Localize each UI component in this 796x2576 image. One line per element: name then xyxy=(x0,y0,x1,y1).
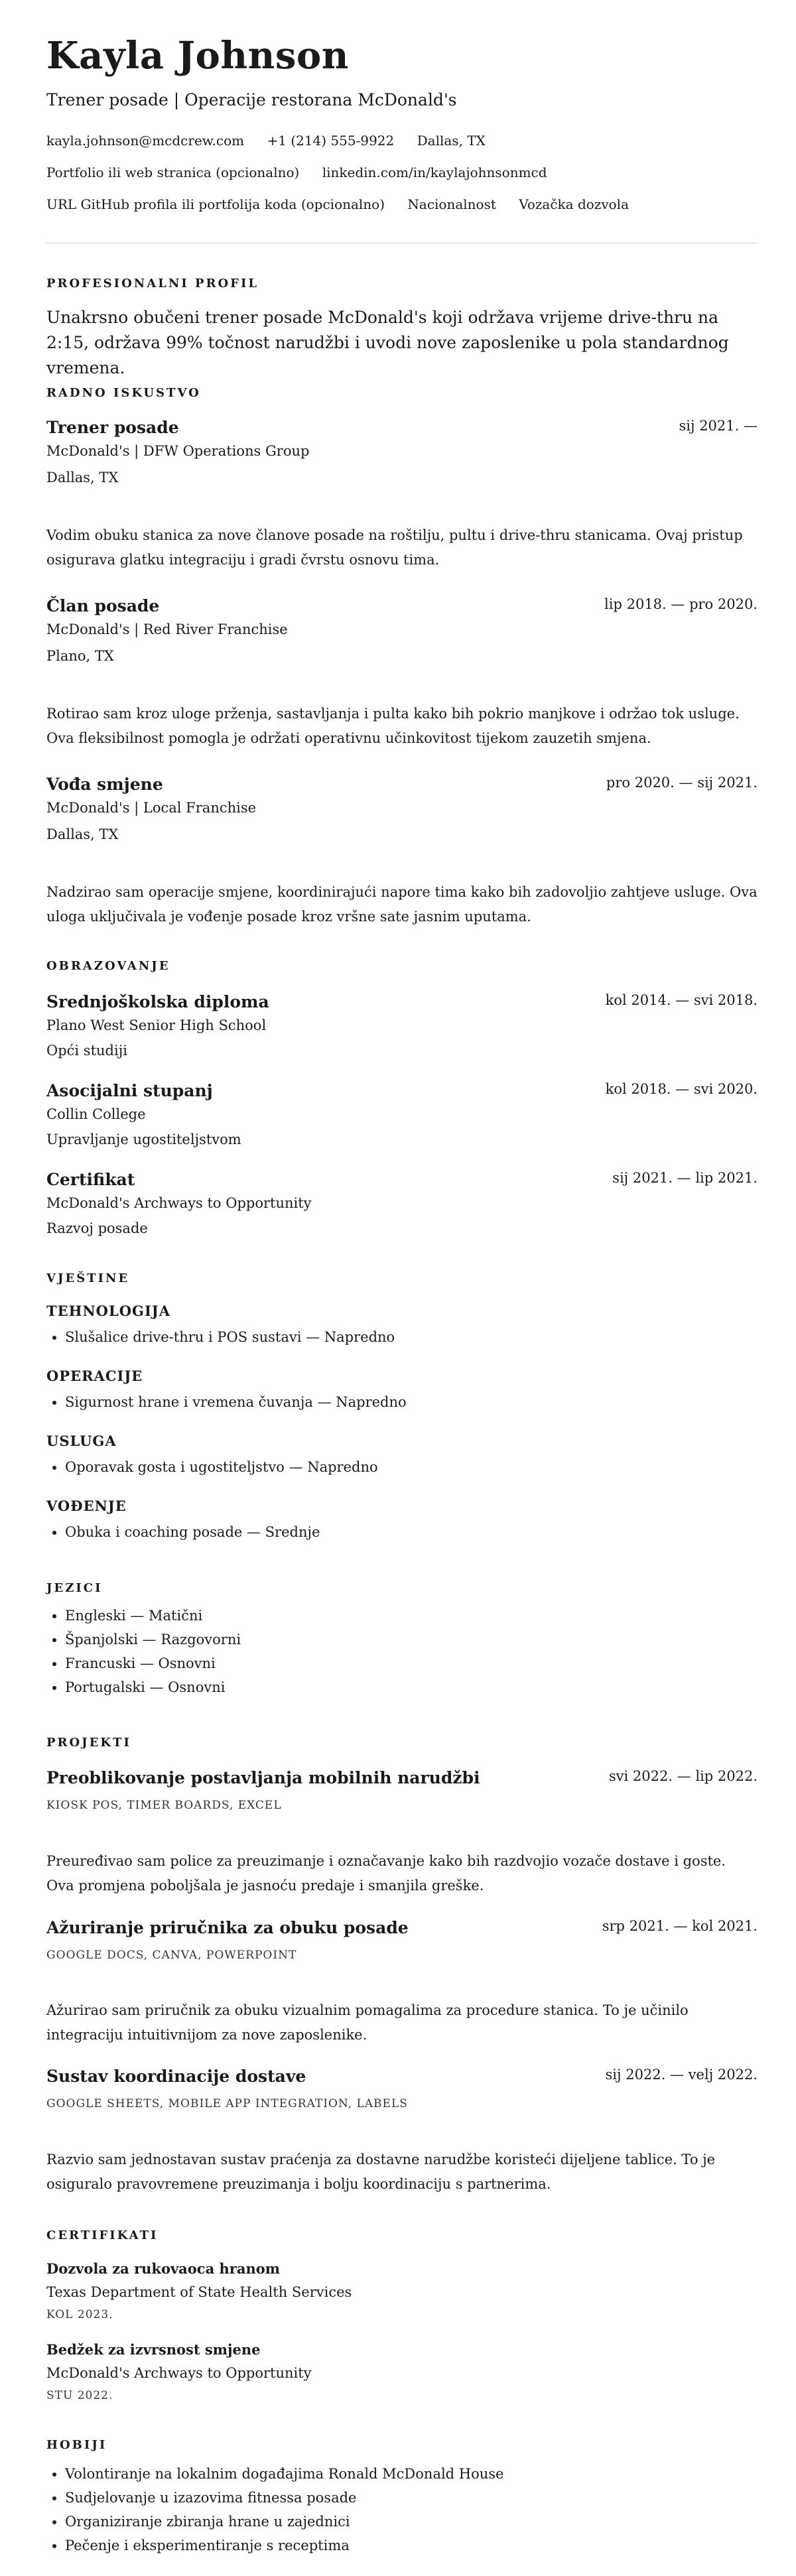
education-field: Opći studiji xyxy=(46,1043,127,1059)
candidate-name: Kayla Johnson xyxy=(46,34,349,78)
experience-heading: RADNO ISKUSTVO xyxy=(46,386,201,400)
contact-portfolio[interactable]: Portfolio ili web stranica (opcionalno) xyxy=(46,164,300,180)
project-tech: KIOSK POS, TIMER BOARDS, EXCEL xyxy=(46,1799,282,1812)
contact-linkedin[interactable]: linkedin.com/in/kaylajohnsonmcd xyxy=(322,164,547,180)
education-school: McDonald's Archways to Opportunity xyxy=(46,1195,312,1211)
certificate-org: McDonald's Archways to Opportunity xyxy=(46,2365,312,2381)
hobby-item: • Sudjelovanje u izazovima fitnessa posade xyxy=(65,2486,758,2510)
experience-location: Plano, TX xyxy=(46,648,114,664)
contact-location: Dallas, TX xyxy=(417,133,486,149)
candidate-subtitle: Trener posade | Operacije restorana McDonald's xyxy=(46,90,457,109)
experience-description: Vodim obuku stanica za nove članove posade na roštilju, pultu i drive-thru stanicama. Ovaj pristup osigurava glatku integraciju i gradi čvrstu osnovu tima. xyxy=(46,527,743,568)
language-item: • Španjolski — Razgovorni xyxy=(65,1628,758,1651)
profile-heading: PROFESIONALNI PROFIL xyxy=(46,277,259,290)
skill-category: OPERACIJE xyxy=(46,1368,143,1384)
experience-org: McDonald's | Red River Franchise xyxy=(46,621,288,637)
language-item: • Portugalski — Osnovni xyxy=(65,1675,758,1699)
project-description: Ažurirao sam priručnik za obuku vizualnim pomagalima za procedure stanica. To je učinilo integraciju intuitivnijom za nove zaposlenike. xyxy=(46,2002,689,2043)
experience-title: Vođa smjene xyxy=(46,775,163,794)
experience-description: Nadzirao sam operacije smjene, koordinirajući napore tima kako bih zadovoljio zahtjeve usluge. Ova uloga uključivala je vođenje posade kroz vršne sate jasnim uputama. xyxy=(46,884,758,925)
languages-heading: JEZICI xyxy=(46,1581,103,1595)
experience-location: Dallas, TX xyxy=(46,470,119,485)
contact-email[interactable]: kayla.johnson@mcdcrew.com xyxy=(46,133,245,149)
project-title: Ažuriranje priručnika za obuku posade xyxy=(46,1918,409,1937)
contact-row-1 xyxy=(46,133,504,149)
contact-row-3 xyxy=(46,196,647,212)
project-date: srp 2021. — kol 2021. xyxy=(602,1918,758,1934)
project-date: svi 2022. — lip 2022. xyxy=(608,1768,758,1784)
experience-date: sij 2021. — xyxy=(679,418,758,434)
experience-title: Trener posade xyxy=(46,418,179,437)
education-date: kol 2018. — svi 2020. xyxy=(605,1081,758,1097)
project-description: Razvio sam jednostavan sustav praćenja za dostavne narudžbe koristeći dijeljene tablice. To je osiguralo pravovremene preuzimanja i bolju koordinaciju s partnerima. xyxy=(46,2152,716,2192)
education-date: kol 2014. — svi 2018. xyxy=(605,992,758,1008)
skill-category: USLUGA xyxy=(46,1433,117,1449)
certificate-org: Texas Department of State Health Services xyxy=(46,2284,352,2300)
projects-heading: PROJEKTI xyxy=(46,1736,131,1750)
skill-item: • Slušalice drive-thru i POS sustavi — Napredno xyxy=(65,1325,758,1349)
contact-nationality: Nacionalnost xyxy=(407,196,496,212)
certificate-date: KOL 2023. xyxy=(46,2308,113,2321)
experience-description: Rotirao sam kroz uloge prženja, sastavljanja i pulta kako bih pokrio manjkove i održao tok usluge. Ova fleksibilnost pomogla je održati operativnu učinkovitost tijekom zauzetih smjena. xyxy=(46,706,740,746)
project-title: Preoblikovanje postavljanja mobilnih narudžbi xyxy=(46,1768,480,1787)
skill-item: • Oporavak gosta i ugostiteljstvo — Napredno xyxy=(65,1455,758,1479)
skill-category: TEHNOLOGIJA xyxy=(46,1303,171,1319)
skills-heading: VJEŠTINE xyxy=(46,1271,130,1285)
education-school: Collin College xyxy=(46,1106,146,1122)
skill-category: VOĐENJE xyxy=(46,1498,127,1514)
experience-title: Član posade xyxy=(46,596,160,615)
certificate-date: STU 2022. xyxy=(46,2389,113,2402)
profile-text: Unakrsno obučeni trener posade McDonald's koji održava vrijeme drive-thru na 2:15, održava 99% točnost narudžbi i uvodi nove zaposlenike u pola standardnog vremena. xyxy=(46,308,729,377)
contact-row-2 xyxy=(46,164,566,180)
language-list xyxy=(46,1604,758,1699)
language-item: • Francuski — Osnovni xyxy=(65,1651,758,1675)
certificates-heading: CERTIFIKATI xyxy=(46,2228,159,2242)
education-title: Certifikat xyxy=(46,1170,135,1189)
skill-list xyxy=(46,1455,758,1479)
certificate-title: Dozvola za rukovaoca hranom xyxy=(46,2260,280,2277)
experience-date: pro 2020. — sij 2021. xyxy=(606,775,758,791)
experience-date: lip 2018. — pro 2020. xyxy=(604,596,758,612)
education-field: Razvoj posade xyxy=(46,1220,148,1236)
hobbies-heading: HOBIJI xyxy=(46,2438,107,2452)
skill-item: • Obuka i coaching posade — Srednje xyxy=(65,1520,758,1544)
skill-item: • Sigurnost hrane i vremena čuvanja — Napredno xyxy=(65,1390,758,1414)
education-date: sij 2021. — lip 2021. xyxy=(612,1170,758,1186)
education-title: Asocijalni stupanj xyxy=(46,1081,213,1100)
experience-org: McDonald's | Local Franchise xyxy=(46,800,257,816)
project-description: Preuređivao sam police za preuzimanje i označavanje kako bih razdvojio vozače dostave i goste. Ova promjena poboljšala je jasnoću predaje i smanjila greške. xyxy=(46,1853,726,1894)
project-date: sij 2022. — velj 2022. xyxy=(605,2067,758,2083)
contact-drivers-license: Vozačka dozvola xyxy=(519,196,630,212)
skill-list xyxy=(46,1390,758,1414)
skill-list xyxy=(46,1520,758,1544)
project-tech: GOOGLE SHEETS, MOBILE APP INTEGRATION, LABELS xyxy=(46,2097,408,2110)
project-title: Sustav koordinacije dostave xyxy=(46,2067,306,2086)
education-field: Upravljanje ugostiteljstvom xyxy=(46,1131,241,1147)
education-heading: OBRAZOVANJE xyxy=(46,959,170,973)
education-title: Srednjoškolska diploma xyxy=(46,992,269,1011)
hobby-item: • Organiziranje zbiranja hrane u zajednici xyxy=(65,2510,758,2534)
project-tech: GOOGLE DOCS, CANVA, POWERPOINT xyxy=(46,1949,297,1962)
hobby-item: • Volontiranje na lokalnim događajima Ronald McDonald House xyxy=(65,2462,758,2486)
experience-location: Dallas, TX xyxy=(46,826,119,842)
experience-org: McDonald's | DFW Operations Group xyxy=(46,443,310,459)
contact-phone[interactable]: +1 (214) 555-9922 xyxy=(267,133,395,149)
hobby-list xyxy=(46,2462,758,2557)
education-school: Plano West Senior High School xyxy=(46,1017,267,1033)
hobby-item: • Pečenje i eksperimentiranje s receptima xyxy=(65,2534,758,2557)
skill-list xyxy=(46,1325,758,1349)
contact-github[interactable]: URL GitHub profila ili portfolija koda (opcionalno) xyxy=(46,196,385,212)
certificate-title: Bedžek za izvrsnost smjene xyxy=(46,2341,261,2358)
language-item: • Engleski — Matični xyxy=(65,1604,758,1628)
